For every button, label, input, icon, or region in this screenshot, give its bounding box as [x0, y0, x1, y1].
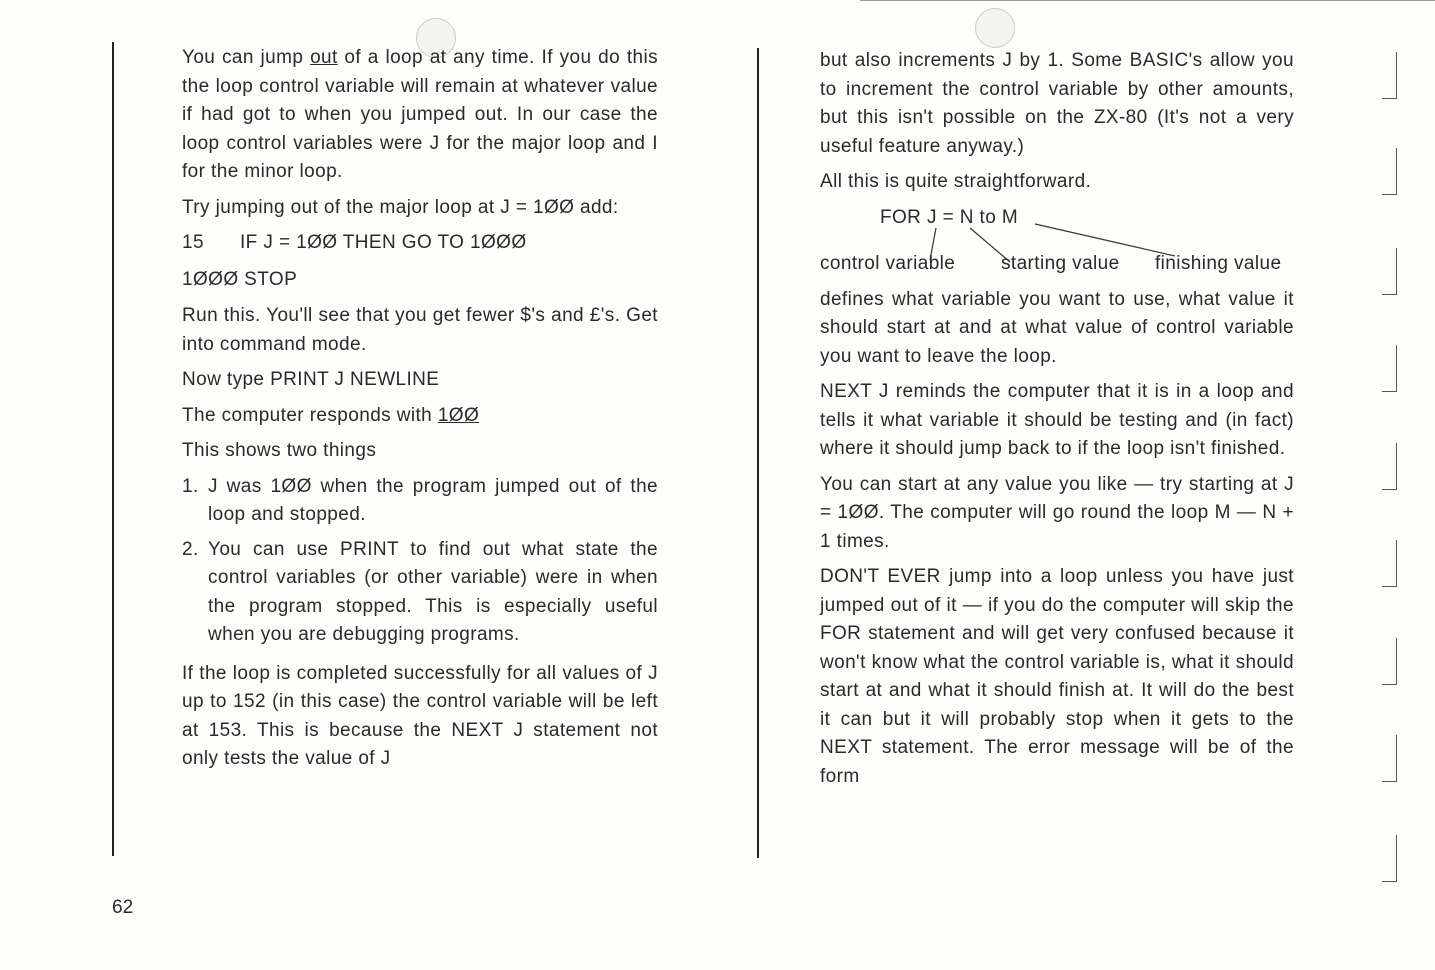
- paragraph: NEXT J reminds the computer that it is in a loop and tells it what variable it should be testing and (in fact) where it should jump back to if the loop isn't finished.: [820, 381, 1294, 459]
- list-number: 2.: [182, 538, 199, 560]
- left-margin-rule: [112, 42, 114, 856]
- code-statement: IF J = 1ØØ THEN GO TO 1ØØØ: [240, 232, 527, 253]
- right-column: [820, 47, 1294, 798]
- paragraph: defines what variable you want to use, what value it should start at and at what value of control variable you want to leave the loop.: [820, 288, 1294, 367]
- label-control-variable: control variable: [820, 252, 956, 274]
- index-tab-mark: [1382, 148, 1397, 195]
- paragraph: Run this. You'll see that you get fewer $'s and £'s. Get into command mode.: [182, 305, 658, 355]
- line-number: 15: [182, 232, 204, 253]
- paragraph: You can start at any value you like — try starting at J = 1ØØ. The computer will go round the loop M — N + 1 times.: [820, 473, 1294, 552]
- index-tab-mark: [1382, 735, 1397, 782]
- paragraph: but also increments J by 1. Some BASIC's allow you to increment the control variable by other amounts, but this isn't possible on the ZX-80 (It's not a very useful feature anyway.): [820, 50, 1294, 157]
- text-run: The computer responds with: [182, 404, 438, 426]
- index-tab-mark: [1382, 52, 1397, 99]
- list-item: [182, 536, 658, 650]
- paragraph: This shows two things: [182, 440, 377, 461]
- right-margin-rule: [757, 48, 759, 858]
- index-tab-mark: [1382, 540, 1397, 587]
- text-run: of a loop at any time. If you do this the loop control variable will remain at whatever value if had got to when you jumped out. In our case the loop control variables were J for the major loop and I for the minor loop.: [182, 47, 658, 182]
- binding-hole: [975, 8, 1015, 48]
- left-column: [182, 44, 658, 781]
- paragraph: All this is quite straightforward.: [820, 171, 1092, 192]
- index-tab-mark: [1382, 345, 1397, 392]
- paragraph: Try jumping out of the major loop at J = 1ØØ add:: [182, 196, 619, 218]
- index-tab-mark: [1382, 835, 1397, 882]
- text-run: You can jump: [182, 47, 311, 68]
- list-number: 1.: [182, 475, 199, 497]
- index-tab-mark: [1382, 248, 1397, 295]
- for-statement-diagram: [820, 204, 1294, 282]
- list-text: J was 1ØØ when the program jumped out of the loop and stopped.: [208, 475, 658, 525]
- underlined-text: out: [310, 47, 338, 68]
- index-tab-mark: [1382, 443, 1397, 490]
- page-edge-line: [860, 0, 1435, 1]
- label-starting-value: starting value: [1001, 252, 1120, 274]
- paragraph: [182, 44, 658, 187]
- numbered-list: [182, 473, 658, 650]
- paragraph: [182, 402, 658, 431]
- for-statement: FOR J = N to M: [880, 206, 1019, 228]
- label-finishing-value: finishing value: [1155, 252, 1282, 274]
- code-line: [182, 229, 658, 258]
- page-number: 62: [112, 897, 134, 918]
- code-statement: 1ØØØ STOP: [182, 268, 298, 290]
- code-line: [182, 266, 658, 295]
- paragraph: Now type PRINT J NEWLINE: [182, 369, 440, 390]
- paragraph: If the loop is completed successfully for all values of J up to 152 (in this case) the control variable will be left at 153. This is because the NEXT J statement not only tests the value of J: [182, 662, 658, 769]
- list-text: You can use PRINT to find out what state the control variables (or other variable) were in when the program stopped. This is especially useful when you are debugging programs.: [208, 538, 658, 645]
- index-tab-mark: [1382, 638, 1397, 685]
- paragraph: DON'T EVER jump into a loop unless you have just jumped out of it — if you do the computer will skip the FOR statement and will get very confused because it won't know what the control variable is, what it should start at and what it should finish at. It will do the best it can but it will probably stop when it gets to the NEXT statement. The error message will be of the form: [820, 566, 1294, 787]
- underlined-text: 1ØØ: [437, 404, 480, 426]
- list-item: [182, 473, 658, 530]
